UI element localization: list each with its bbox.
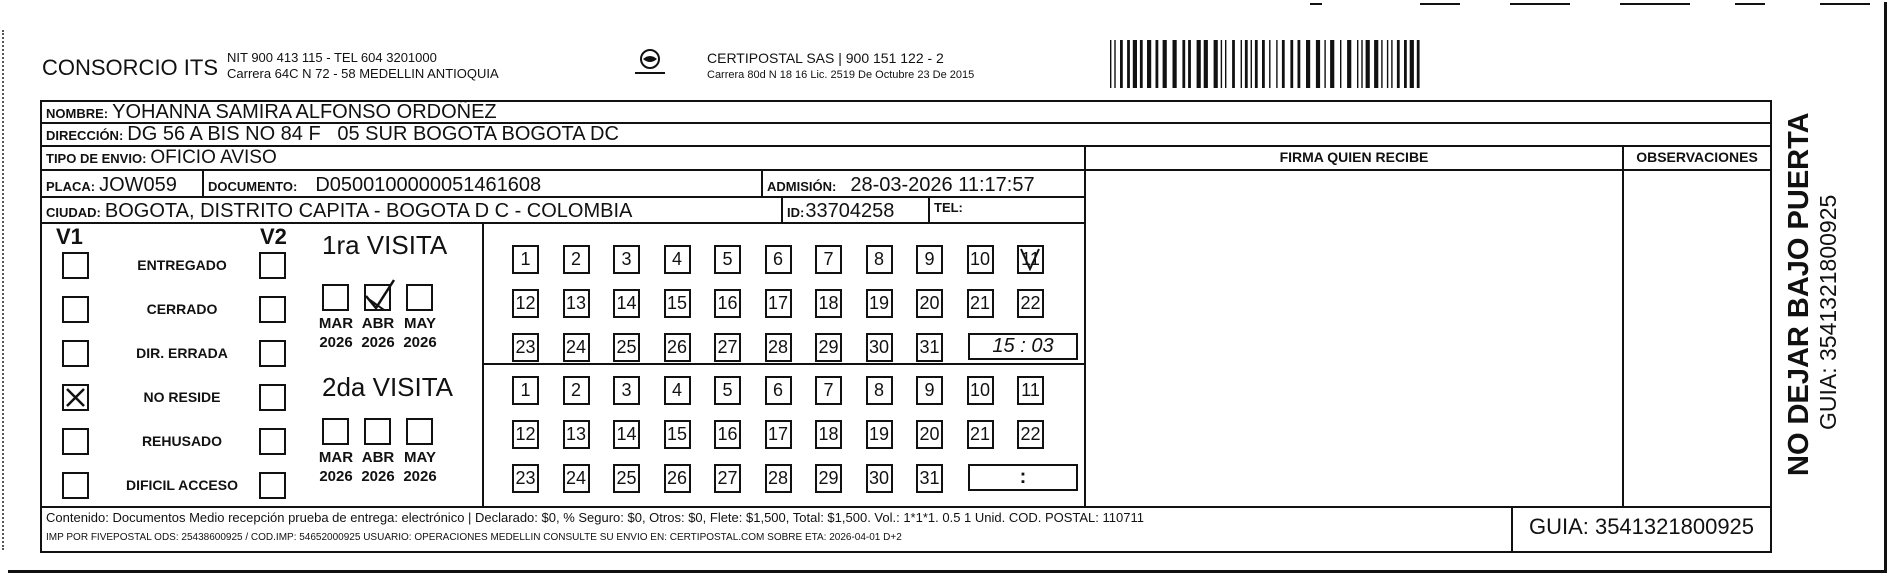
left-perforation: [2, 30, 6, 550]
visit1-year-label: 2026: [319, 334, 353, 351]
visit1-day-box[interactable]: 10: [967, 245, 994, 274]
tel-field: [934, 200, 963, 215]
visit1-title: 1ra VISITA: [322, 230, 448, 260]
side-guia: GUIA: 3541321800925: [1815, 194, 1841, 430]
visit2-day-box[interactable]: 18: [815, 420, 842, 449]
day-mark-icon: [1019, 247, 1041, 271]
v1-checkbox-cerrado[interactable]: [62, 296, 89, 323]
visit1-day-box[interactable]: 12: [512, 289, 539, 318]
x-mark-icon: [64, 386, 87, 409]
visit1-day-box[interactable]: 6: [765, 245, 792, 274]
visit1-day-box[interactable]: 19: [866, 289, 893, 318]
barcode-bar: [1214, 40, 1218, 88]
barcode-bar: [1282, 40, 1285, 88]
barcode-bar: [1156, 40, 1159, 88]
visit2-day-box[interactable]: 11: [1017, 376, 1044, 405]
visit2-day-box[interactable]: 9: [916, 376, 943, 405]
v1-checkbox-dir-errada[interactable]: [62, 340, 89, 367]
v2-checkbox-entregado[interactable]: [259, 252, 286, 279]
barcode-bar: [1357, 40, 1358, 88]
visit2-day-box[interactable]: 3: [613, 376, 640, 405]
barcode-bar: [1306, 40, 1310, 88]
barcode-bar: [1147, 40, 1151, 88]
document-field: [208, 174, 541, 197]
status-label-dificil-acceso: DIFICIL ACCESO: [125, 477, 238, 493]
barcode-bar: [1255, 40, 1258, 88]
admission-field: [767, 174, 1035, 197]
barcode-bar: [1110, 40, 1111, 88]
shipment-type-label: TIPO DE ENVIO:: [46, 151, 147, 166]
barcode-bar: [1410, 40, 1414, 88]
v1-checkbox-entregado[interactable]: [62, 252, 89, 279]
visit1-day-box[interactable]: 21: [967, 289, 994, 318]
v2-heading: V2: [260, 224, 287, 249]
barcode-bar: [1127, 40, 1130, 88]
admission-value: 28-03-2026 11:17:57: [850, 174, 1035, 196]
signature-label: FIRMA QUIEN RECIBE: [1279, 149, 1429, 165]
visit1-day-box[interactable]: 7: [815, 245, 842, 274]
id-value: 33704258: [805, 200, 895, 222]
visit1-day-box[interactable]: 30: [866, 333, 893, 362]
visit2-year-label: 2026: [319, 468, 353, 485]
barcode-bar: [1120, 40, 1123, 88]
no-slide-warning: NO DEJAR BAJO PUERTA: [1783, 112, 1815, 476]
visit1-day-box[interactable]: 1: [512, 245, 539, 274]
admission-label: ADMISIÓN:: [767, 179, 837, 194]
visit2-day-box[interactable]: 24: [563, 464, 590, 493]
barcode-bar: [1298, 40, 1301, 88]
visit1-day-box[interactable]: 28: [765, 333, 792, 362]
barcode-bar: [1316, 40, 1320, 88]
visit2-day-box[interactable]: 15: [664, 420, 691, 449]
v2-checkbox-rehusado[interactable]: [259, 428, 286, 455]
visit2-day-box[interactable]: 7: [815, 376, 842, 405]
scan-mark: [1820, 3, 1870, 5]
visit2-month-label: MAY: [404, 449, 436, 466]
status-label-cerrado: CERRADO: [146, 301, 218, 317]
v2-checkbox-dificil-acceso[interactable]: [259, 472, 286, 499]
address-row: [46, 123, 619, 146]
visit2-day-box[interactable]: 5: [714, 376, 741, 405]
barcode-bar: [1361, 40, 1362, 88]
barcode-bar: [1397, 40, 1400, 88]
visit2-title: 2da VISITA: [322, 372, 454, 402]
visit1-day-box[interactable]: 3: [613, 245, 640, 274]
barcode-bar: [1417, 40, 1420, 88]
visit1-year-label: 2026: [361, 334, 395, 351]
barcode-bar: [1374, 40, 1378, 88]
scan-mark: [1510, 3, 1570, 5]
visit2-year-label: 2026: [361, 468, 395, 485]
visit1-day-box[interactable]: 18: [815, 289, 842, 318]
visit1-day-box[interactable]: 29: [815, 333, 842, 362]
visit2-month-label: MAR: [318, 449, 354, 466]
id-field: [787, 200, 894, 223]
visit2-month-mar[interactable]: [322, 418, 349, 445]
visit2-day-box[interactable]: 31: [916, 464, 943, 493]
visit2-day-box[interactable]: 4: [664, 376, 691, 405]
signature-area[interactable]: [1086, 171, 1622, 506]
visit2-month-may[interactable]: [406, 418, 433, 445]
visit1-day-box[interactable]: 24: [563, 333, 590, 362]
plate-label: PLACA:: [46, 179, 96, 194]
barcode-bar: [1276, 40, 1277, 88]
recipient-name: YOHANNA SAMIRA ALFONSO ORDOÑEZ: [112, 101, 497, 123]
visit2-day-box[interactable]: 28: [765, 464, 792, 493]
barcode-bar: [1391, 40, 1392, 88]
visit2-day-box[interactable]: 6: [765, 376, 792, 405]
carrier-name: CERTIPOSTAL SAS | 900 151 122 - 2: [707, 50, 944, 66]
visit2-year-label: 2026: [403, 468, 437, 485]
barcode-bar: [1290, 40, 1293, 88]
document-value: D0500100000051461608: [315, 174, 542, 196]
barcode-bar: [1204, 40, 1208, 88]
barcode-bar: [1347, 40, 1351, 88]
v1-heading: V1: [56, 224, 83, 249]
visit2-day-box[interactable]: 27: [714, 464, 741, 493]
shipment-type: OFICIO AVISO: [150, 147, 277, 168]
barcode-bar: [1262, 40, 1265, 88]
tel-label: TEL:: [934, 200, 963, 215]
visit2-day-box[interactable]: 26: [664, 464, 691, 493]
certipostal-logo: [630, 48, 670, 80]
observations-label: OBSERVACIONES: [1636, 149, 1758, 165]
visit2-time-box[interactable]: :: [968, 464, 1078, 491]
barcode-bar: [1188, 40, 1191, 88]
visit2-day-box[interactable]: 16: [714, 420, 741, 449]
document-label: DOCUMENTO:: [208, 179, 298, 194]
visit1-day-box[interactable]: 27: [714, 333, 741, 362]
visit1-day-box[interactable]: 5: [714, 245, 741, 274]
barcode-bar: [1381, 40, 1382, 88]
visit2-day-box[interactable]: 14: [613, 420, 640, 449]
barcode-bar: [1163, 40, 1167, 88]
visit1-day-box[interactable]: 14: [613, 289, 640, 318]
barcode-bar: [1140, 40, 1143, 88]
scan-mark: [1310, 3, 1322, 5]
visit2-day-box[interactable]: 17: [765, 420, 792, 449]
barcode-bar: [1366, 40, 1370, 88]
recipient-address: DG 56 A BIS NO 84 F 05 SUR BOGOTA BOGOTA DC: [127, 123, 619, 145]
city-value: BOGOTA, DISTRITO CAPITA - BOGOTA D C - COLOMBIA: [104, 200, 633, 222]
v1-checkbox-dificil-acceso[interactable]: [62, 472, 89, 499]
status-label-no-reside: NO RESIDE: [143, 389, 221, 405]
visit1-day-box[interactable]: 23: [512, 333, 539, 362]
barcode-bar: [1182, 40, 1185, 88]
visit2-day-box[interactable]: 23: [512, 464, 539, 493]
check-mark-icon: [362, 276, 402, 312]
city-label: CIUDAD:: [46, 205, 101, 220]
scan-mark: [1620, 3, 1690, 5]
barcode-bar: [1340, 40, 1341, 88]
v1-checkbox-no-reside[interactable]: [62, 384, 89, 411]
company-name: CONSORCIO ITS: [42, 55, 219, 80]
footer-guia: GUIA: 3541321800925: [1528, 514, 1755, 539]
observations-area[interactable]: [1624, 171, 1770, 506]
carrier-address: Carrera 80d N 18 16 Lic. 2519 De Octubre 23 De 2015: [707, 69, 975, 81]
scan-mark: [1735, 3, 1765, 5]
delivery-form: [40, 100, 1772, 553]
barcode-bar: [1225, 40, 1226, 88]
address-label: DIRECCIÓN:: [46, 128, 124, 143]
visit1-month-mar[interactable]: [322, 284, 349, 311]
company-nit: NIT 900 413 115 - TEL 604 3201000: [227, 50, 437, 65]
barcode-bar: [1173, 40, 1177, 88]
visit1-month-label: MAY: [404, 315, 436, 332]
company-address: Carrera 64C N 72 - 58 MEDELLIN ANTIOQUIA: [227, 66, 499, 81]
barcode: [1108, 40, 1624, 88]
visit1-time-box[interactable]: 15 : 03: [968, 333, 1078, 360]
visit1-day-box[interactable]: 15: [664, 289, 691, 318]
id-label: ID:: [787, 205, 805, 220]
certipostal-logo-icon: [630, 48, 670, 80]
visit1-day-box[interactable]: 8: [866, 245, 893, 274]
barcode-bar: [1269, 40, 1270, 88]
visit2-day-box[interactable]: 2: [563, 376, 590, 405]
visit1-day-box[interactable]: 26: [664, 333, 691, 362]
barcode-bar: [1241, 40, 1242, 88]
visit2-day-box[interactable]: 21: [967, 420, 994, 449]
barcode-bar: [1245, 40, 1248, 88]
barcode-bar: [1197, 40, 1201, 88]
visit2-day-box[interactable]: 25: [613, 464, 640, 493]
visit2-day-box[interactable]: 8: [866, 376, 893, 405]
visit1-month-label: ABR: [361, 315, 395, 332]
barcode-bar: [1232, 40, 1235, 88]
scan-mark: [1420, 3, 1460, 5]
visit2-day-box[interactable]: 20: [916, 420, 943, 449]
visit1-day-box[interactable]: 9: [916, 245, 943, 274]
barcode-bar: [1387, 40, 1388, 88]
visit1-day-box[interactable]: 25: [613, 333, 640, 362]
visit1-day-box[interactable]: 20: [916, 289, 943, 318]
visit2-day-box[interactable]: 13: [563, 420, 590, 449]
visit2-month-label: ABR: [361, 449, 395, 466]
visit2-day-box[interactable]: 30: [866, 464, 893, 493]
name-row: [46, 101, 497, 124]
visit1-month-label: MAR: [318, 315, 354, 332]
footer-print-info: IMP POR FIVEPOSTAL ODS: 25438600925 / COD.IMP: 54652000925 USUARIO: OPERACIONES MEDELLIN CONSULTE SU ENVIO EN: CERTIPOSTAL.COM SOBRE ETA: 2026-04-01 D+2: [46, 532, 902, 543]
v2-checkbox-cerrado[interactable]: [259, 296, 286, 323]
visit1-day-box[interactable]: 16: [714, 289, 741, 318]
visit1-day-box[interactable]: 4: [664, 245, 691, 274]
barcode-bar: [1221, 40, 1222, 88]
visit1-day-box[interactable]: 13: [563, 289, 590, 318]
v2-checkbox-no-reside[interactable]: [259, 384, 286, 411]
visit1-day-box[interactable]: 22: [1017, 289, 1044, 318]
status-label-entregado: ENTREGADO: [137, 257, 227, 273]
barcode-bar: [1133, 40, 1137, 88]
v2-checkbox-dir-errada[interactable]: [259, 340, 286, 367]
status-label-rehusado: REHUSADO: [141, 433, 223, 449]
status-label-dir-errada: DIR. ERRADA: [136, 345, 228, 361]
barcode-bar: [1330, 40, 1334, 88]
visit1-day-box[interactable]: 11: [1017, 245, 1044, 274]
v1-checkbox-rehusado[interactable]: [62, 428, 89, 455]
visit2-day-box[interactable]: 29: [815, 464, 842, 493]
barcode-bar: [1324, 40, 1325, 88]
footer-content: Contenido: Documentos Medio recepción prueba de entrega: electrónico | Declarado: $0, % Seguro: $0, Otros: $0, Flete: $1,500, Total: $1,500. Vol.: 1*1*1. 0.5 1 Unid. COD. POSTAL: 110711: [46, 510, 1144, 525]
barcode-bar: [1251, 40, 1252, 88]
barcode-bar: [1404, 40, 1407, 88]
visit1-day-box[interactable]: 17: [765, 289, 792, 318]
visit2-day-box[interactable]: 10: [967, 376, 994, 405]
visit1-day-box[interactable]: 31: [916, 333, 943, 362]
plate-field: [46, 174, 177, 197]
visit2-day-box[interactable]: 19: [866, 420, 893, 449]
shipment-type-row: [46, 147, 277, 169]
name-label: NOMBRE:: [46, 106, 109, 121]
plate-value: JOW059: [99, 174, 177, 196]
visit1-month-may[interactable]: [406, 284, 433, 311]
visit1-day-box[interactable]: 2: [563, 245, 590, 274]
visit2-month-abr[interactable]: [364, 418, 391, 445]
visit1-year-label: 2026: [403, 334, 437, 351]
visit2-day-box[interactable]: 1: [512, 376, 539, 405]
city-field: [46, 200, 632, 223]
visit2-day-box[interactable]: 22: [1017, 420, 1044, 449]
barcode-bar: [1114, 40, 1115, 88]
visit2-day-box[interactable]: 12: [512, 420, 539, 449]
visit1-month-abr[interactable]: [364, 284, 391, 311]
